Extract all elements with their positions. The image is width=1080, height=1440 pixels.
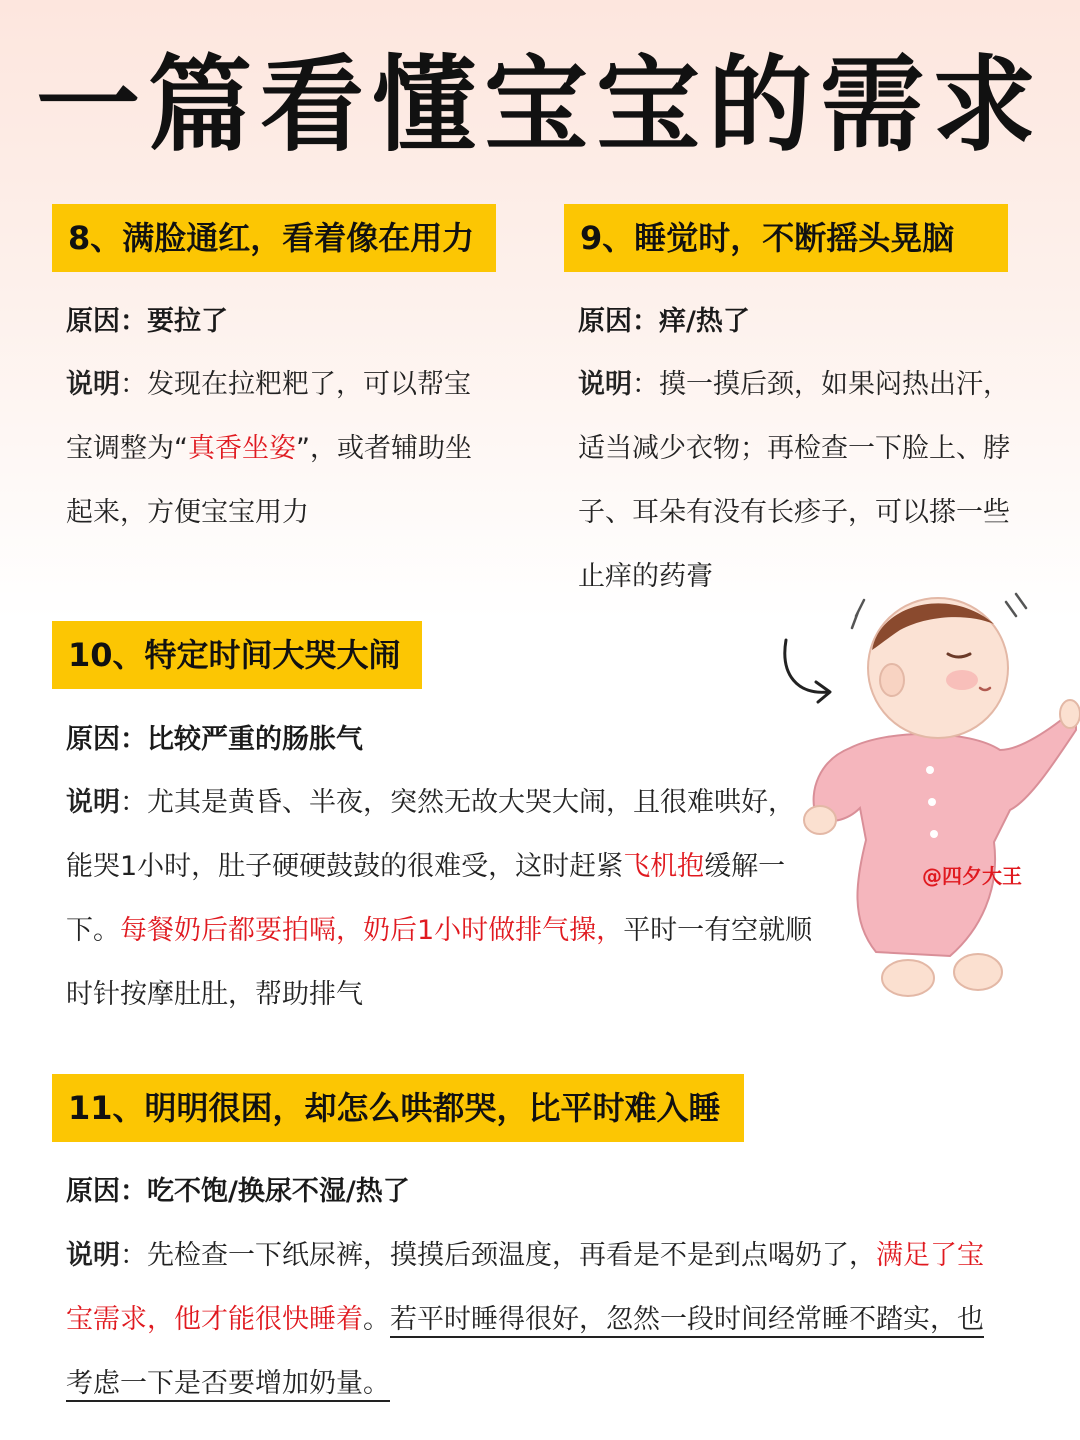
section-10-heading: 10、特定时间大哭大闹	[52, 621, 422, 689]
description-text: 。	[363, 1304, 390, 1335]
description-text: ：先检查一下纸尿裤，摸摸后颈温度，再看是不是到点喝奶了，	[120, 1240, 876, 1271]
section-8-cause: 原因：要拉了	[66, 306, 228, 337]
section-9-heading: 9、睡觉时，不断摇头晃脑	[564, 204, 1008, 272]
section-11-cause: 原因：吃不饱/换尿不湿/热了	[66, 1176, 410, 1207]
section-9-description	[578, 353, 1010, 609]
description-label: 说明	[66, 1240, 120, 1271]
description-text: ：摸一摸后颈，如果闷热出汗，适当减少衣物；再检查一下脸上、脖子、耳朵有没有长疹子，可以搽一些止痒的药膏	[578, 369, 1010, 592]
description-label: 说明	[66, 787, 120, 818]
highlight-text: 每餐奶后都要拍嗝，奶后1小时做排气操，	[120, 915, 624, 946]
description-label: 说明	[578, 369, 632, 400]
highlight-text: 真香坐姿	[188, 433, 296, 464]
highlight-text: 满足了宝宝需求，他才能很快睡着	[66, 1240, 984, 1335]
section-10-description	[66, 771, 814, 1027]
description-text: ”，或者辅助坐起来，方便宝宝用力	[66, 433, 472, 528]
highlight-text: 飞机抱	[623, 851, 705, 882]
watermark: @四夕大王	[922, 864, 1022, 888]
description-text: 缓解一下。	[66, 851, 786, 946]
section-11-description	[66, 1224, 1006, 1416]
baby-illustration	[780, 580, 1080, 1010]
section-10-cause: 原因：比较严重的肠胀气	[66, 724, 363, 755]
description-text: ：尤其是黄昏、半夜，突然无故大哭大闹，且很难哄好，能哭1小时，肚子硬硬鼓鼓的很难受，这时赶紧	[66, 787, 795, 882]
section-8-heading: 8、满脸通红，看着像在用力	[52, 204, 496, 272]
description-label: 说明	[66, 369, 120, 400]
section-9-cause: 原因：痒/热了	[578, 306, 750, 337]
section-8-description	[66, 353, 496, 545]
section-11-heading: 11、明明很困，却怎么哄都哭，比平时难入睡	[52, 1074, 744, 1142]
description-text: ：发现在拉粑粑了，可以帮宝宝调整为“	[66, 369, 471, 464]
underlined-text: 若平时睡得很好，忽然一段时间经常睡不踏实，也考虑一下是否要增加奶量。	[66, 1304, 984, 1399]
description-text: 平时一有空就顺时针按摩肚肚，帮助排气	[66, 915, 813, 1010]
page-title: 一篇看懂宝宝的需求	[35, 44, 1044, 166]
